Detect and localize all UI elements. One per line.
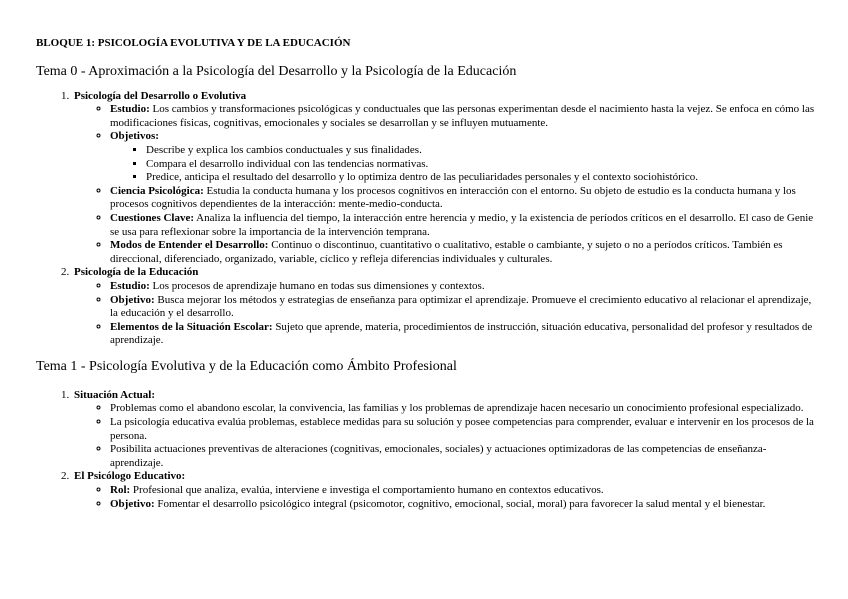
section-educational-psychologist	[72, 470, 818, 511]
objective-item: ▪ Predice, anticipa el resultado del desarrollo y lo optimiza dentro de las peculiaridades personales y el contexto sociohistórico.	[146, 171, 818, 185]
list-item	[110, 294, 818, 321]
list-item	[110, 280, 818, 294]
item-label: Elementos de la Situación Escolar:	[110, 320, 273, 333]
objective-item: ▪ Compara el desarrollo individual con las tendencias normativas.	[146, 158, 818, 172]
points-list	[74, 280, 818, 348]
list-item	[110, 321, 818, 348]
points-list	[74, 402, 818, 470]
section-developmental-psychology	[72, 90, 818, 267]
item-text: Estudia la conducta humana y los procesos cognitivos en interacción con el entorno. Su objeto de estudio es la conducta humana y los procesos cognitivos dependientes de la interacción: mente-medio-conducta.	[110, 184, 796, 211]
section-title: El Psicólogo Educativo:	[74, 470, 186, 483]
list-item: ◦ Problemas como el abandono escolar, la convivencia, las familias y los problemas de aprendizaje hacen necesario un conocimiento profesional especializado.	[110, 402, 818, 416]
list-item	[110, 212, 818, 239]
list-item: ◦ Posibilita actuaciones preventivas de alteraciones (cognitivas, emocionales, sociales) y actuaciones optimizadoras de las competencias de enseñanza-aprendizaje.	[110, 443, 818, 470]
item-text: Fomentar el desarrollo psicológico integral (psicomotor, cognitivo, emocional, social, moral) para favorecer la salud mental y el bienestar.	[154, 497, 766, 510]
list-item	[110, 239, 818, 266]
list-item	[110, 130, 818, 184]
item-text: Busca mejorar los métodos y estrategias de enseñanza para optimizar el aprendizaje. Promueve el crecimiento educativo al relacionar el aprendizaje, la educación y el desarrollo.	[110, 293, 812, 320]
topic-0-sections	[36, 90, 818, 348]
item-label: Ciencia Psicológica:	[110, 184, 204, 197]
topic-1-title: Tema 1 - Psicología Evolutiva y de la Educación como Ámbito Profesional	[36, 358, 457, 374]
section-educational-psychology	[72, 266, 818, 348]
item-text: Los procesos de aprendizaje humano en todas sus dimensiones y contextos.	[149, 279, 485, 292]
points-list	[74, 484, 818, 511]
list-item	[110, 484, 818, 498]
section-title: Psicología del Desarrollo o Evolutiva	[74, 89, 247, 102]
objectives-list	[110, 144, 818, 185]
item-text: Los cambios y transformaciones psicológicas y conductuales que las personas experimentan desde el nacimiento hasta la vejez. Se enfoca en cómo las modificaciones físicas, cognitivas, emocionales y sociales se desarrollan y se influyen mutuamente.	[110, 103, 815, 129]
list-item	[110, 103, 818, 130]
item-text: Continuo o discontinuo, cuantitativo o cualitativo, estable o cambiante, y sujeto o no a períodos críticos. También es direccional, diferenciado, organizado, variable, cíclico y refleja diferencias individuales y culturales.	[110, 239, 783, 265]
item-label: Estudio:	[110, 103, 150, 116]
section-title: Psicología de la Educación	[74, 266, 199, 279]
topic-1-sections	[36, 389, 818, 511]
item-label: Modos de Entender el Desarrollo:	[110, 239, 269, 252]
section-title: Situación Actual:	[74, 388, 155, 401]
item-label: Objetivo:	[110, 497, 155, 510]
list-item: ◦ La psicología educativa evalúa problemas, establece medidas para su solución y posee competencias para comprender, evaluar e intervenir en los procesos de la persona.	[110, 416, 818, 443]
item-label: Objetivo:	[110, 293, 155, 306]
item-label: Estudio:	[110, 279, 150, 292]
item-text: Analiza la influencia del tiempo, la interacción entre herencia y medio, y la existencia de períodos críticos en el desarrollo. El caso de Genie se usa para reflexionar sobre la importancia de la intervención temprana.	[110, 211, 814, 238]
list-item	[110, 498, 818, 512]
item-text: Profesional que analiza, evalúa, interviene e investiga el comportamiento humano en contextos educativos.	[130, 484, 604, 497]
item-label: Objetivos:	[110, 130, 159, 143]
objective-item: ▪ Describe y explica los cambios conductuales y sus finalidades.	[146, 144, 818, 158]
list-item	[110, 185, 818, 212]
block-title: BLOQUE 1: PSICOLOGÍA EVOLUTIVA Y DE LA EDUCACIÓN	[36, 37, 351, 49]
points-list	[74, 103, 818, 266]
topic-0-title: Tema 0 - Aproximación a la Psicología del Desarrollo y la Psicología de la Educación	[36, 63, 517, 79]
item-label: Rol:	[110, 484, 131, 497]
item-text: Sujeto que aprende, materia, procedimientos de instrucción, situación educativa, personalidad del profesor y resultados de aprendizaje.	[110, 320, 813, 347]
section-current-situation	[72, 389, 818, 471]
item-label: Cuestiones Clave:	[110, 211, 195, 224]
